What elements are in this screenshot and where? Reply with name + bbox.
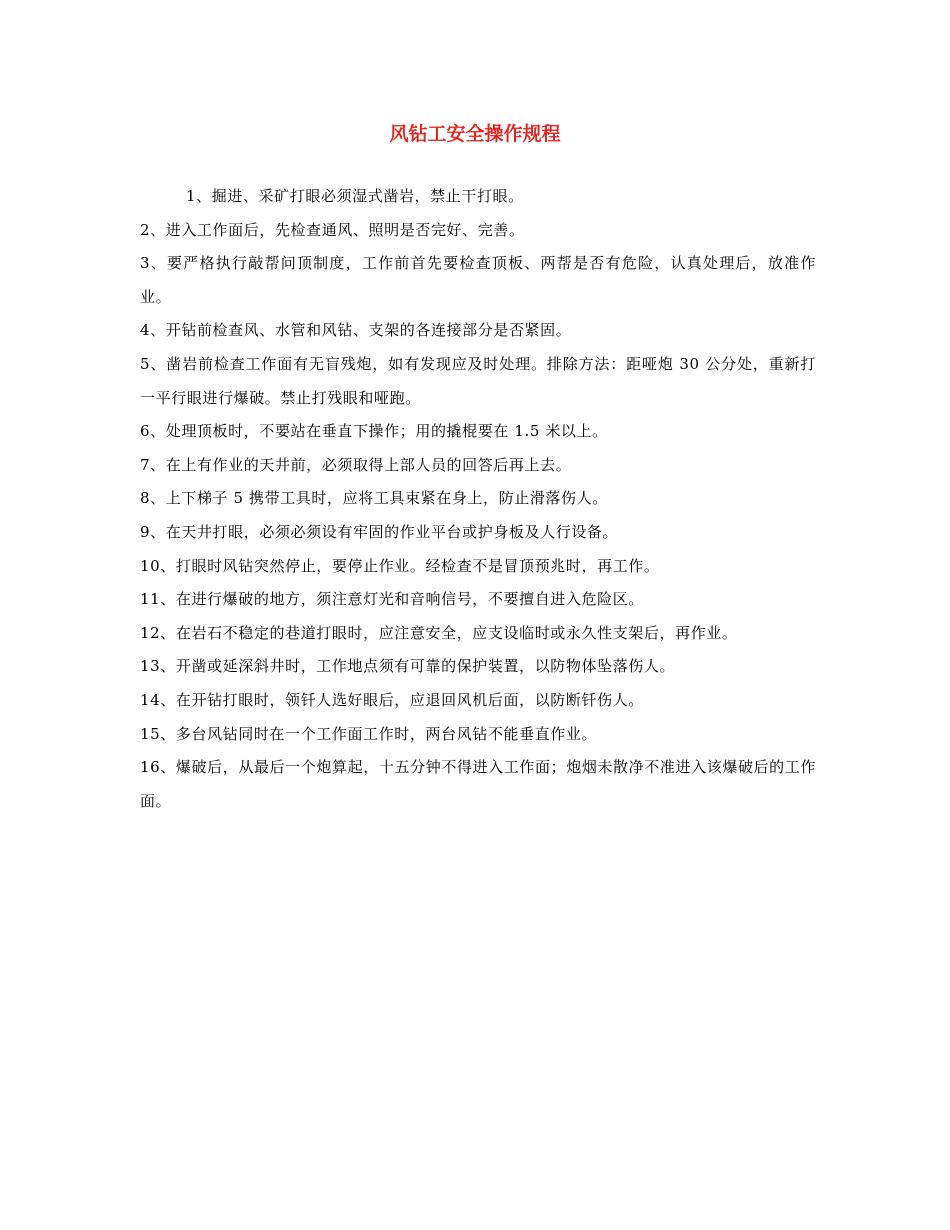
- rule-item-6: 6、处理顶板时，不要站在垂直下操作；用的撬棍要在 1.5 米以上。: [140, 422, 608, 441]
- rule-item-15: 15、多台风钻同时在一个工作面工作时，两台风钻不能垂直作业。: [140, 724, 598, 743]
- rule-item-8: 8、上下梯子 5 携带工具时，应将工具束紧在身上，防止滑落伤人。: [140, 489, 608, 508]
- rule-item-2: 2、进入工作面后，先检查通风、照明是否完好、完善。: [140, 220, 525, 239]
- rule-item-11: 11、在进行爆破的地方，须注意灯光和音响信号，不要擅自进入危险区。: [140, 590, 644, 609]
- rule-item-1: 1、掘进、采矿打眼必须湿式凿岩，禁止干打眼。: [186, 187, 524, 205]
- rule-item-9: 9、在天井打眼，必须必须设有牢固的作业平台或护身板及人行设备。: [140, 522, 619, 541]
- rule-item-3: 3、要严格执行敲帮问顶制度，工作前首先要检查顶板、两帮是否有危险，认真处理后，放准作业。: [140, 254, 816, 306]
- document-title: 风钻工安全操作规程: [389, 123, 561, 145]
- rule-item-4: 4、开钻前检查风、水管和风钻、支架的各连接部分是否紧固。: [140, 321, 572, 340]
- rule-item-5: 5、凿岩前检查工作面有无盲残炮，如有发现应及时处理。排除方法：距哑炮 30 公分处，重新打一平行眼进行爆破。禁止打残眼和哑跑。: [140, 354, 816, 407]
- rule-item-13: 13、开凿或延深斜井时，工作地点须有可靠的保护装置，以防物体坠落伤人。: [140, 657, 676, 676]
- rules-list: [140, 180, 816, 818]
- rule-item-7: 7、在上有作业的天井前，必须取得上部人员的回答后再上去。: [140, 455, 572, 474]
- rule-item-12: 12、在岩石不稳定的巷道打眼时，应注意安全，应支设临时或永久性支架后，再作业。: [140, 623, 738, 642]
- rule-item-10: 10、打眼时风钻突然停止，要停止作业。经检查不是冒顶预兆时，再工作。: [140, 556, 660, 575]
- rule-item-16: 16、爆破后，从最后一个炮算起，十五分钟不得进入工作面；炮烟未散净不准进入该爆破后的工作面。: [140, 758, 816, 810]
- rule-item-14: 14、在开钻打眼时，领钎人选好眼后，应退回风机后面，以防断钎伤人。: [140, 690, 644, 709]
